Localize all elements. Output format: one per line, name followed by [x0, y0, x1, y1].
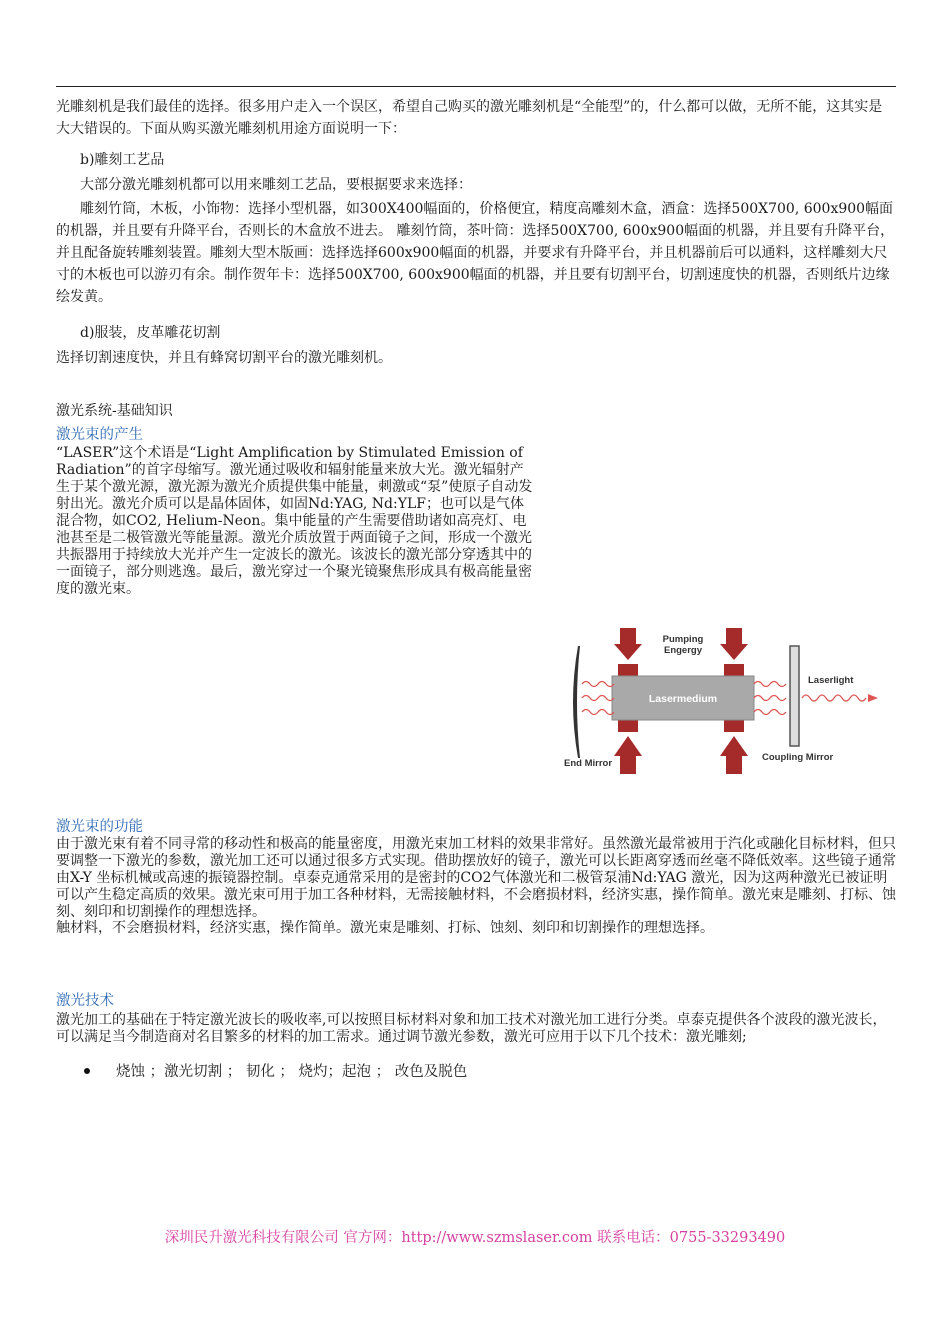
- section3-body: 激光加工的基础在于特定激光波长的吸收率,可以按照目标材料对象和加工技术对激光加工进行分类。卓泰克提供各个波段的激光波长，可以满足当今制造商对名目繁多的材料的加工需求。通过调节激光参数，激光可应用于以下几个技术：激光雕刻;: [56, 1012, 887, 1045]
- wave-right-1: [754, 682, 786, 687]
- end-mirror-label: End Mirror: [564, 758, 613, 769]
- section1-subtitle: 激光束的产生: [56, 427, 143, 443]
- section3-title: 激光技术: [56, 993, 114, 1009]
- wave-right-3: [754, 710, 786, 715]
- section-d-title: d)服装，皮革雕花切割: [80, 325, 221, 341]
- pump-arrow-top-right: [720, 628, 748, 660]
- pump-block-top-left: [618, 664, 638, 676]
- laserlight-label: Laserlight: [808, 675, 854, 686]
- coupling-mirror-label: Coupling Mirror: [762, 752, 834, 763]
- end-mirror-shape: [573, 646, 580, 758]
- laser-diagram: [556, 622, 896, 782]
- section1-title: 激光系统-基础知识: [56, 403, 173, 419]
- pump-block-top-right: [724, 664, 744, 676]
- output-arrowhead: [868, 694, 878, 702]
- section-d-body: 选择切割速度快，并且有蜂窝切割平台的激光雕刻机。: [56, 350, 392, 366]
- section-b-body: 雕刻竹筒，木板，小饰物：选择小型机器，如300X400幅面的，价格便宜，精度高雕刻木盒，酒盒：选择500X700, 600x900幅面的机器，并且要有升降平台，否则长的木盒放不进去。 雕刻竹筒，茶叶筒：选择500X700, 600x900幅面的机器，并且要有升降平台，并且配备旋转雕刻装置。雕刻大型木版画：选择选择600x900幅面的机器，并要求有升降平台，并且机器前后可以通料，这样雕刻大尺寸的木板也可以游刃有余。制作贺年卡：选择500X700, 600x900幅面的机器，并且要有切割平台，切割速度快的机器，否则纸片边缘绘发黄。: [56, 201, 895, 305]
- section2-body-continued: 触材料，不会磨损材料，经济实惠，操作简单。激光束是雕刻、打标、蚀刻、刻印和切割操作的理想选择。: [56, 920, 714, 936]
- intro-paragraph: 光雕刻机是我们最佳的选择。很多用户走入一个误区，希望自己购买的激光雕刻机是“全能型”的，什么都可以做，无所不能，这其实是大大错误的。下面从购买激光雕刻机用途方面说明一下：: [56, 99, 883, 137]
- section1-body: “LASER”这个术语是“Light Amplification by Stimulated Emission of Radiation”的首字母缩写。激光通过吸收和辐射能量来放大光。激光辐射产生于某个激光源，激光源为激光介质提供集中能量，刺激或“泵”使原子自动发射出光。激光介质可以是晶体固体，如固Nd:YAG, Nd:YLF；也可以是气体混合物，如CO2, Helium-Neon。集中能量的产生需要借助诸如高亮灯、电池甚至是二极管激光等能量源。激光介质放置于两面镜子之间，形成一个激光共振器用于持续放大光并产生一定波长的激光。该波长的激光部分穿透其中的一面镜子，部分则逃逸。最后，激光穿过一个聚光镜聚焦形成具有极高能量密度的激光束。: [56, 445, 533, 597]
- wave-left-2: [582, 696, 614, 701]
- section2-body: 由于激光束有着不同寻常的移动性和极高的能量密度，用激光束加工材料的效果非常好。虽然激光最常被用于汽化或融化目标材料，但只要调整一下激光的参数，激光加工还可以通过很多方式实现。借助摆放好的镜子，激光可以长距离穿透而丝毫不降低效率。这些镜子通常由X-Y 坐标机械或高速的振镜器控制。卓泰克通常采用的是密封的CO2气体激光和二极管泵浦Nd:YAG 激光，因为这两种激光已被证明可以产生稳定高质的效果。激光束可用于加工各种材料，无需接触材料，不会磨损材料，经济实惠，操作简单。激光束是雕刻、打标、蚀刻、刻印和切割操作的理想选择。: [56, 836, 896, 920]
- wave-right-2: [754, 696, 786, 701]
- coupling-mirror-shape: [790, 646, 799, 746]
- bullet-dot: [84, 1068, 90, 1074]
- techniques-list-text: 烧蚀 ；激光切割 ； 韧化 ； 烧灼；起泡 ； 改色及脱色: [116, 1064, 468, 1080]
- section2-title: 激光束的功能: [56, 819, 143, 835]
- pump-arrow-bottom-right: [720, 736, 748, 774]
- pump-block-bottom-right: [724, 720, 744, 732]
- output-wave: [802, 695, 866, 701]
- pump-block-bottom-left: [618, 720, 638, 732]
- footer-contact: 深圳民升激光科技有限公司 官方网：http://www.szmslaser.com 联系电话：0755-33293490: [164, 1230, 786, 1246]
- section-b-intro: 大部分激光雕刻机都可以用来雕刻工艺品，要根据要求来选择：: [80, 177, 472, 193]
- section-b-title: b)雕刻工艺品: [80, 152, 165, 168]
- wave-left-1: [582, 682, 614, 687]
- pumping-label-1: Pumping: [662, 634, 704, 645]
- pumping-label-2: Engergy: [663, 645, 703, 656]
- pump-arrow-top-left: [614, 628, 642, 660]
- medium-label: Lasermedium: [648, 693, 718, 705]
- header-rule: [56, 86, 896, 87]
- pump-arrow-bottom-left: [614, 736, 642, 774]
- wave-left-3: [582, 710, 614, 715]
